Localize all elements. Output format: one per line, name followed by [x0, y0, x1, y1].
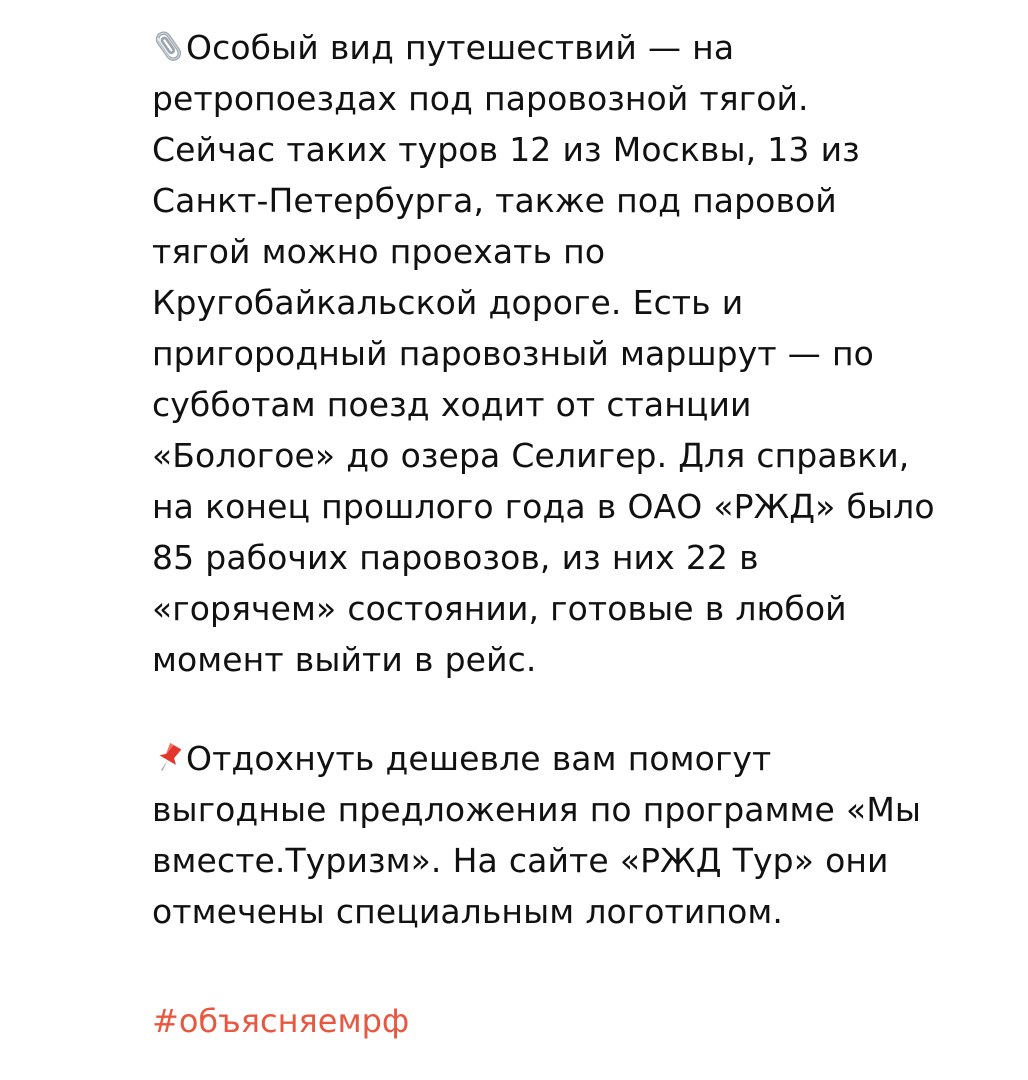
hashtag-link[interactable]: #объясняемрф: [152, 1002, 410, 1040]
paragraph-discounts: [152, 733, 938, 937]
paragraph-retro-trains: [152, 22, 938, 685]
paperclip-icon: [152, 29, 186, 67]
paragraph-text: Отдохнуть дешевле вам помогут выгодные предложения по программе «Мы вместе.Туризм». На сайте «РЖД Тур» они отмечены специальным логотипом.: [152, 739, 922, 931]
pushpin-icon: [152, 740, 186, 778]
paragraph-text: Особый вид путешествий — на ретропоездах под паровозной тягой. Сейчас таких туров 12 из Москвы, 13 из Санкт-Петербурга, также под паровой тягой можно проехать по Кругобайкальской дороге. Есть и пригородный паровозный маршрут — по субботам поезд ходит от станции «Бологое» до озера Селигер. Для справки, на конец прошлого года в ОАО «РЖД» было 85 рабочих паровозов, из них 22 в «горячем» состоянии, готовые в любой момент выйти в рейс.: [152, 28, 935, 679]
